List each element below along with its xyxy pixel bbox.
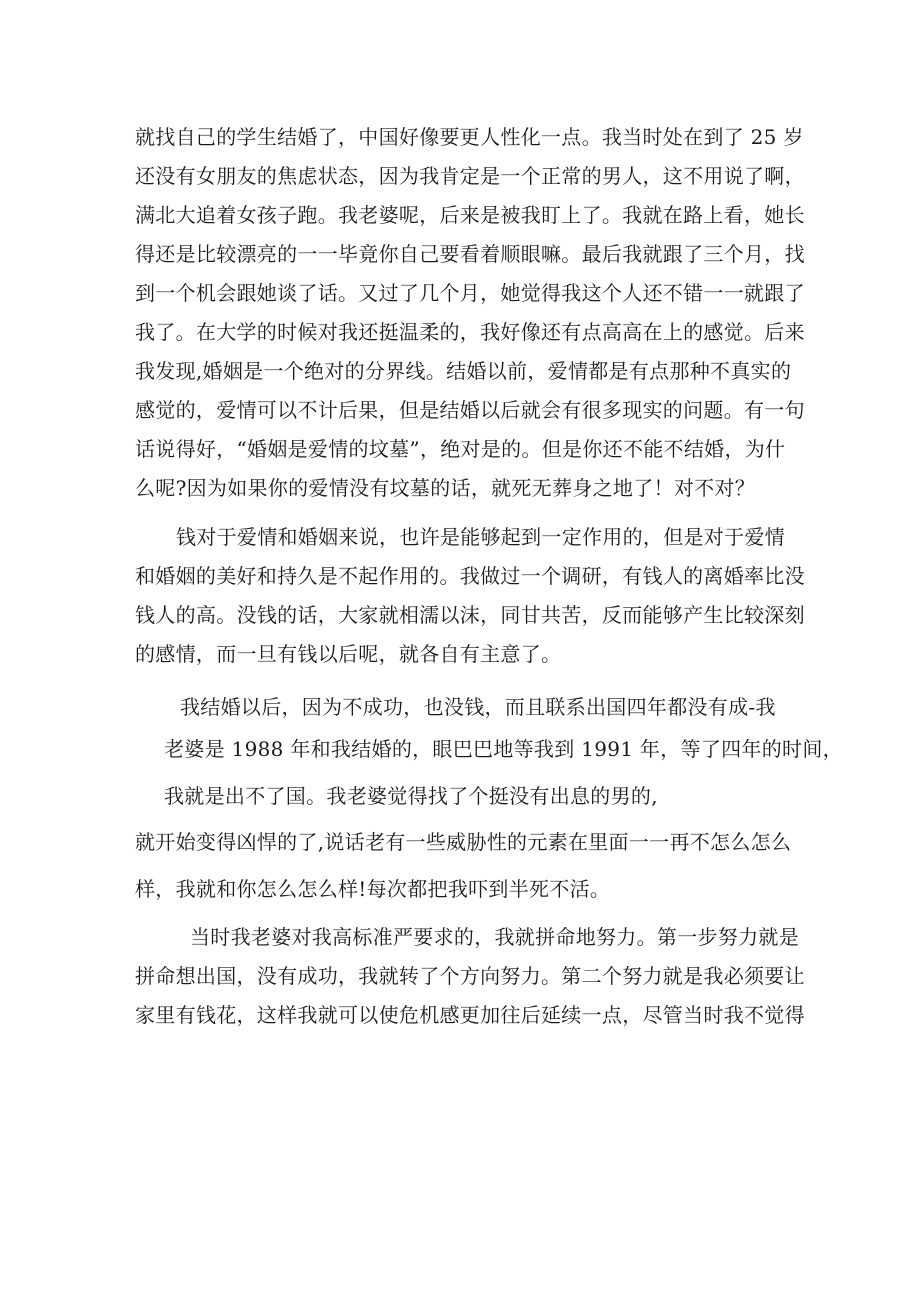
text-line: 么呢?因为如果你的爱情没有坟墓的话，就死无葬身之地了！对不对？ (135, 476, 756, 500)
text-line: 老婆是 1988 年和我结婚的，眼巴巴地等我到 1991 年，等了四年的时间， (164, 737, 843, 761)
text-line: 还没有女朋友的焦虑状态，因为我肯定是一个正常的男人，这不用说了啊， (135, 164, 805, 188)
text-line: 样，我就和你怎么怎么样!每次都把我吓到半死不活。 (135, 877, 611, 901)
text-line: 的感情，而一旦有钱以后呢，就各自有主意了。 (135, 642, 562, 666)
text-line: 和婚姻的美好和持久是不起作用的。我做过一个调研，有钱人的离婚率比没 (135, 564, 805, 588)
text-line: 我结婚以后，因为不成功，也没钱，而且联系出国四年都没有成-我 (180, 695, 776, 719)
text-line: 钱人的高。没钱的话，大家就相濡以沫，同甘共苦，反而能够产生比较深刻 (135, 603, 805, 627)
text-line: 我发现,婚姻是一个绝对的分界线。结婚以前，爱情都是有点那种不真实的 (135, 359, 792, 383)
text-line: 我了。在大学的时候对我还挺温柔的，我好像还有点高高在上的感觉。后来 (135, 320, 805, 344)
text-line: 就找自己的学生结婚了，中国好像要更人性化一点。我当时处在到了 25 岁 (135, 125, 804, 149)
text-line: 拼命想出国，没有成功，我就转了个方向努力。第二个努力就是我必须要让 (135, 964, 805, 988)
text-line: 就开始变得凶悍的了,说话老有一些威胁性的元素在里面一一再不怎么怎么 (135, 830, 792, 854)
text-line: 到一个机会跟她谈了话。又过了几个月，她觉得我这个人还不错一一就跟了 (135, 281, 805, 305)
text-line: 感觉的，爱情可以不计后果，但是结婚以后就会有很多现实的问题。有一句 (135, 398, 805, 422)
text-line: 得还是比较漂亮的一一毕竟你自己要看着顺眼嘛。最后我就跟了三个月，找 (135, 242, 805, 266)
text-line: 家里有钱花，这样我就可以使危机感更加往后延续一点，尽管当时我不觉得 (135, 1003, 805, 1027)
text-line: 话说得好，“婚姻是爱情的坟墓”，绝对是的。但是你还不能不结婚，为什 (135, 437, 786, 461)
text-line: 满北大追着女孩子跑。我老婆呢，后来是被我盯上了。我就在路上看，她长 (135, 203, 805, 227)
text-line: 钱对于爱情和婚姻来说，也许是能够起到一定作用的，但是对于爱情 (176, 525, 785, 549)
text-line: 我就是出不了国。我老婆觉得找了个挺没有出息的男的, (164, 784, 658, 808)
text-line: 当时我老婆对我高标准严要求的，我就拼命地努力。第一步努力就是 (190, 925, 799, 949)
